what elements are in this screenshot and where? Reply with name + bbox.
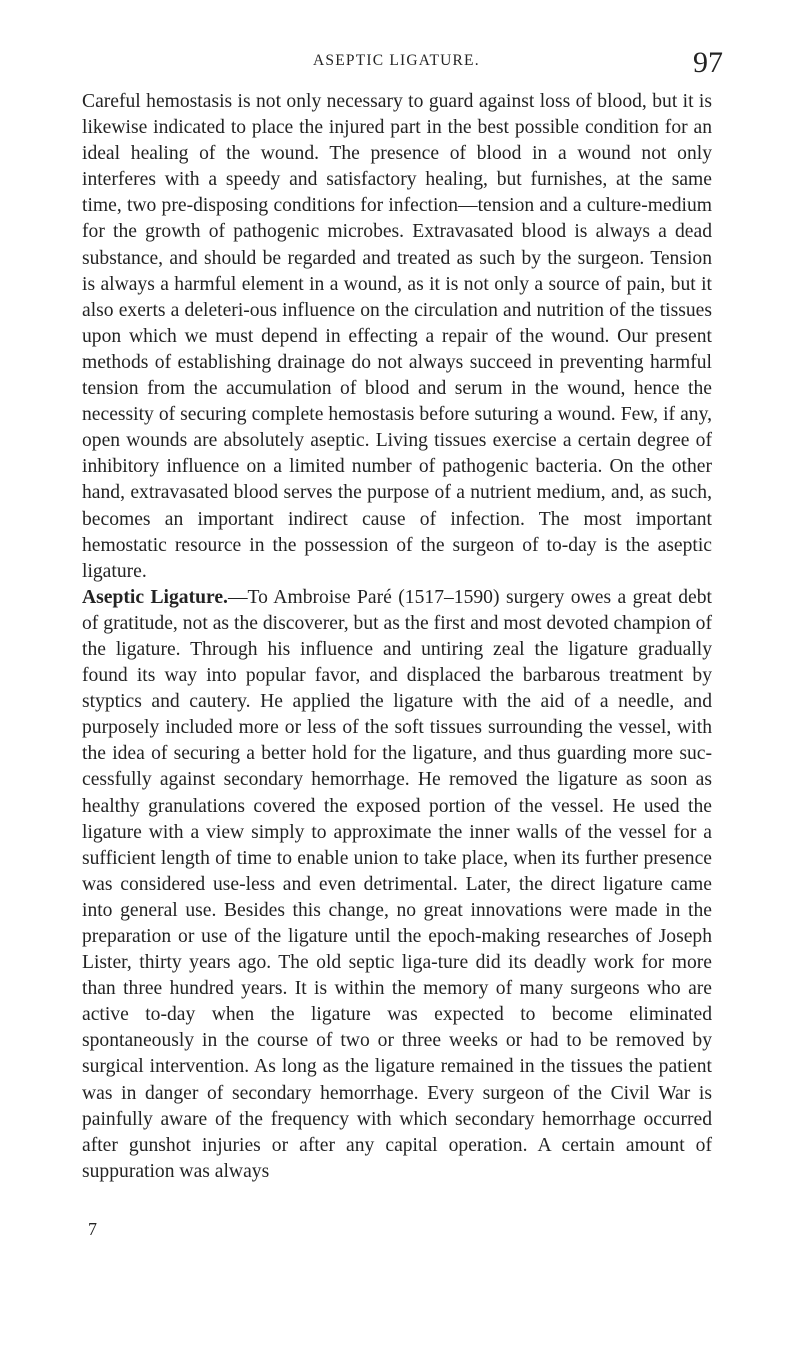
paragraph-hemostasis (82, 89, 712, 585)
signature-mark: 7 (88, 1219, 97, 1239)
paragraph-aseptic-ligature (82, 585, 712, 1185)
page-number: 97 (693, 46, 723, 79)
paragraph-text: —To Ambroise Paré (1517–1590) surgery owes a great debt of gratitude, not as the discoverer, but as the first and most devoted champion of the ligature. Through his influence and untiring zeal the ligature gradually found its way into popular favor, and displaced the barbarous treatment by styptics and cautery. He applied the ligature with the aid of a needle, and purposely included more or less of the soft tissues surrounding the vessel, with the idea of securing a better hold for the ligature, and thus guarding more suc-cessfully against secondary hemorrhage. He removed the ligature as soon as healthy granulations covered the exposed portion of the vessel. He used the ligature with a view simply to approximate the inner walls of the vessel for a sufficient length of time to enable union to take place, when its further presence was considered use-less and even detrimental. Later, the direct ligature came into general use. Besides this change, no great innovations were made in the preparation or use of the ligature until the epoch-making researches of Joseph Lister, thirty years ago. The old septic liga-ture did its deadly work for more than three hundred years. It is within the memory of many surgeons who are active to-day when the ligature was expected to become eliminated spontaneously in the course of two or three weeks or had to be removed by surgical intervention. As long as the ligature remained in the tissues the patient was in danger of secondary hemorrhage. Every surgeon of the Civil War is painfully aware of the frequency with which secondary hemorrhage occurred after gunshot injuries or after any capital operation. A certain amount of suppuration was always (82, 586, 712, 1182)
section-heading: Aseptic Ligature. (82, 586, 228, 608)
paragraph-text: Careful hemostasis is not only necessary to guard against loss of blood, but it is likewise indicated to place the injured part in the best possible condition for an ideal healing of the wound. The presence of blood in a wound not only interferes with a speedy and satisfactory healing, but furnishes, at the same time, two pre-disposing conditions for infection—tension and a culture-medium for the growth of pathogenic microbes. Extravasated blood is always a dead substance, and should be regarded and treated as such by the surgeon. Tension is always a harmful element in a wound, as it is not only a source of pain, but it also exerts a deleteri-ous influence on the circulation and nutrition of the tissues upon which we must depend in effecting a repair of the wound. Our present methods of establishing drainage do not always succeed in preventing harmful tension from the accumulation of blood and serum in the wound, hence the necessity of securing complete hemostasis before suturing a wound. Few, if any, open wounds are absolutely aseptic. Living tissues exercise a certain degree of inhibitory influence on a limited number of pathogenic bacteria. On the other hand, extravasated blood serves the purpose of a nutrient medium, and, as such, becomes an important indirect cause of infection. The most important hemostatic resource in the possession of the surgeon of to-day is the aseptic ligature. (82, 91, 712, 582)
running-title: ASEPTIC LIGATURE. (313, 52, 480, 69)
body-text (82, 89, 712, 1185)
